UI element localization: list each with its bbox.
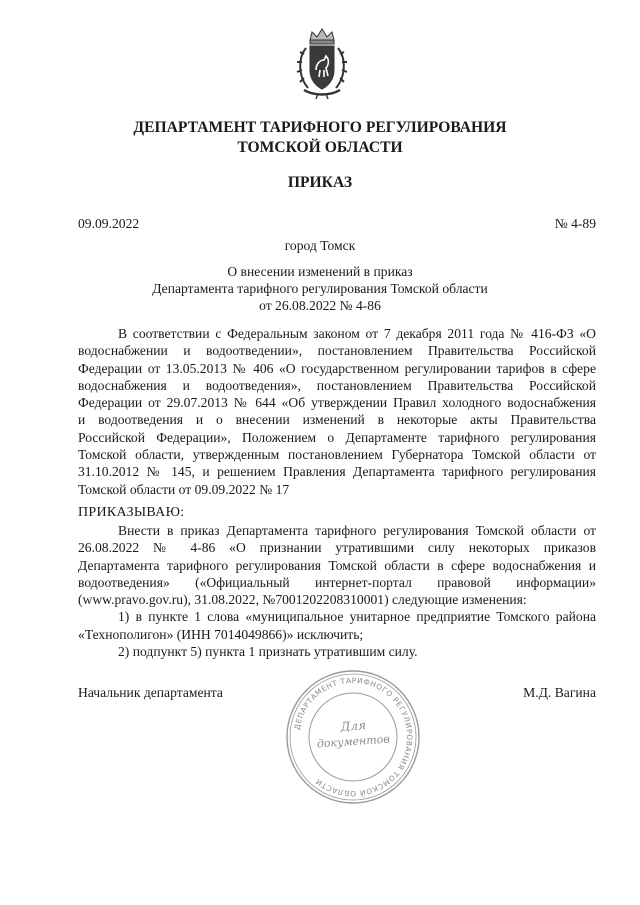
preamble-line: водоснабжения и водоотведения», постановлением Правительства Российской [78,377,596,393]
order-line: Департамента тарифного регулирования Томской области в сфере водоснабжения и [78,557,596,573]
document-date: 09.09.2022 [78,216,140,231]
order-line: 26.08.2022 № 4-86 «О признании утратившими силу некоторых приказов [78,540,596,556]
item1-line1: 1) в пункте 1 слова «муниципальное унитарное предприятие Томского района [118,609,596,625]
order-paragraph [78,522,596,660]
signature-position: Начальник департамента [78,685,223,700]
order-line: Внести в приказ Департамента тарифного регулирования Томской области от [118,523,596,538]
subject-line1: О внесении изменений в приказ [227,264,413,279]
preamble-line: Федерации от 13.05.2013 № 406 «О государственном регулировании тарифов в сфере [78,360,596,376]
preamble-line: Российской Федерации», Положением о Департаменте тарифного регулирования [78,429,596,445]
city-line: город Томск [284,238,356,253]
stamp-center-line1: Для [340,718,367,734]
order-line: (www.pravo.gov.ru), 31.08.2022, №7001202208310001) следующие изменения: [78,592,527,608]
order-word: ПРИКАЗЫВАЮ: [78,505,185,520]
preamble-paragraph [78,325,596,498]
preamble-line: Томской области, утвержденным постановлением Губернатора Томской области от [78,447,596,463]
stamp-ring-text: ДЕПАРТАМЕНТ ТАРИФНОГО РЕГУЛИРОВАНИЯ ТОМСКОЙ ОБЛАСТИ [292,675,415,799]
preamble-line: Томской области от 09.09.2022 № 17 [78,481,290,497]
stamp-center-line2: документов [316,732,391,751]
preamble-line: Федерации от 29.07.2013 № 644 «Об утверждении Правил холодного водоснабжения [78,395,596,411]
order-line: водоотведения» («Официальный интернет-портал правовой информации» [78,574,596,590]
subject-line2: Департамента тарифного регулирования Томской области [152,281,488,296]
preamble-line: В соответствии с Федеральным законом от 7 декабря 2011 года № 416-ФЗ «О [118,326,596,341]
document-type-title: ПРИКАЗ [287,174,353,191]
round-stamp [284,668,422,806]
department-name-line2: ТОМСКОЙ ОБЛАСТИ [237,139,403,156]
subject-line3: от 26.08.2022 № 4-86 [259,298,381,313]
document-number: № 4-89 [554,216,596,231]
coat-of-arms-emblem [294,26,350,100]
signature-name: М.Д. Вагина [523,685,596,700]
preamble-line: и водоотведения и о внесении изменений в некоторые акты Правительства [78,412,596,428]
department-name-line1: ДЕПАРТАМЕНТ ТАРИФНОГО РЕГУЛИРОВАНИЯ [133,119,507,136]
item2-line: 2) подпункт 5) пункта 1 признать утратившим силу. [118,644,418,660]
preamble-line: водоснабжении и водоотведении», постановлением Правительства Российской [78,343,596,359]
preamble-line: 31.10.2012 № 145, и решением Правления Департамента тарифного регулирования [78,464,596,480]
item1-line2: «Технополигон» (ИНН 7014049866)» исключить; [78,626,364,642]
